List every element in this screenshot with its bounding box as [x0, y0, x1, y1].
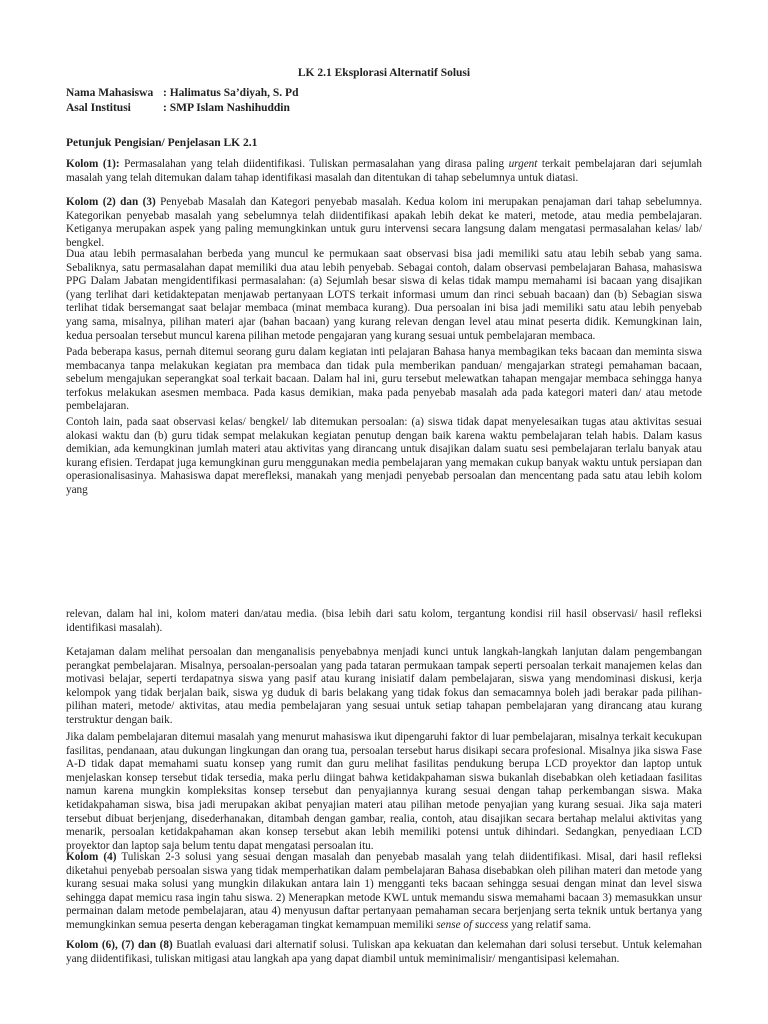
kolom-1-label: Kolom (1):	[66, 158, 120, 170]
instructions-heading: Petunjuk Pengisian/ Penjelasan LK 2.1	[66, 137, 258, 149]
paragraph-examples-1: Dua atau lebih permasalahan berbeda yang muncul ke permukaan saat observasi bisa jadi memiliki satu atau lebih sebab yang sama. Sebaliknya, satu permasalahan dapat memiliki dua atau lebih penyebab. Sebagai contoh, dalam observasi pembelajaran Bahasa, mahasiswa PPG Dalam Jabatan mengidentifikasi permasalahan: (a) Sejumlah besar siswa di kelas tidak mampu memahami isi bacaan yang disajikan (yang terlihat dari ketidaktepatan menjawab pertanyaan LOTS terkait informasi umum dan rinci sebuah bacaan) dan (b) Sebagian siswa terlihat tidak bersemangat saat belajar membaca (minat membaca kurang). Dua persoalan ini bisa jadi memiliki satu atau lebih penyebab yang sama, misalnya, pilihan materi ajar (bahan bacaan) yang kurang relevan dengan level atau minat peserta didik. Kemungkinan lain, kedua persoalan tersebut muncul karena pilihan metode pengajaran yang kurang sesuai untuk pembelajaran membaca.	[66, 248, 702, 342]
paragraph-examples-3: Contoh lain, pada saat observasi kelas/ bengkel/ lab ditemukan persoalan: (a) siswa tidak dapat menyelesaikan tugas atau aktivitas sesuai alokasi waktu dan (b) guru tidak sempat melakukan kegiatan penutup dengan baik karena waktu pembelajaran telah habis. Dalam kasus demikian, ada kemungkinan jumlah materi atau aktivitas yang dirancang untuk disajikan dalam suatu sesi pembelajaran terlalu banyak atau kurang efisien. Terdapat juga kemungkinan guru menggunakan media pembelajaran yang memakan cukup banyak waktu untuk persiapan dan operasionalisasinya. Mahasiswa dapat merefleksi, manakah yang menjadi penyebab persoalan dan mencentang pada satu atau lebih kolom yang	[66, 416, 702, 496]
kolom-4-italic: sense of success	[436, 918, 509, 931]
paragraph-external-factors: Jika dalam pembelajaran ditemui masalah yang menurut mahasiswa ikut dipengaruhi faktor di luar pembelajaran, misalnya terkait kecukupan fasilitas, pendanaan, atau dukungan lingkungan dan orang tua, persoalan tersebut harus disikapi secara profesional. Misalnya jika siswa Fase A-D tidak dapat memahami suatu konsep yang rumit dan guru melihat fasilitas pendukung berupa LCD proyektor dan laptop untuk menjelaskan konsep tersebut tidak tersedia, maka perlu diingat bahwa ketidakpahaman siswa bukanlah disebabkan oleh ketiadaan fasilitas namun karena mungkin kompleksitas konsep tersebut dan penyajiannya kurang sesuai dengan tahap perkembangan siswa. Maka ketidakpahaman siswa, bisa jadi merupakan akibat penyajian materi atau pilihan metode penyajian yang kurang sesuai. Jika saja materi tersebut dibuat berjenjang, disederhanakan, ditambah dengan gambar, realia, contoh, atau disajikan secara bertahap melalui aktivitas yang menarik, persoalan ketidakpahaman akan konsep tersebut akan lebih memiliki potensi untuk dihindari. Sedangkan, penyediaan LCD proyektor dan laptop saja belum tentu dapat mengatasi persoalan itu.	[66, 731, 702, 852]
name-value: : Halimatus Sa’diyah, S. Pd	[163, 87, 299, 99]
paragraph-kolom-6-8	[66, 939, 702, 966]
kolom-6-8-label: Kolom (6), (7) dan (8)	[66, 939, 173, 951]
institution-value: : SMP Islam Nashihuddin	[163, 102, 290, 114]
name-row	[66, 86, 298, 101]
kolom-1-italic: urgent	[508, 158, 538, 170]
name-label: Nama Mahasiswa	[66, 87, 154, 99]
kolom-4-text-b: yang relatif sama.	[508, 918, 592, 931]
kolom-1-text-a: Permasalahan yang telah diidentifikasi. Tuliskan permasalahan yang dirasa paling	[119, 158, 509, 170]
paragraph-examples-3-continued: relevan, dalam hal ini, kolom materi dan/atau media. (bisa lebih dari satu kolom, tergantung kondisi riil hasil observasi/ hasil refleksi identifikasi masalah).	[66, 608, 702, 634]
paragraph-examples-2: Pada beberapa kasus, pernah ditemui seorang guru dalam kegiatan inti pelajaran Bahasa hanya membagikan teks bacaan dan meminta siswa membacanya tanpa melakukan kegiatan pra membaca dan tidak pula memberikan panduan/ mengajarkan strategi pemahaman bacaan, sebelum mengajukan seperangkat soal terkait bacaan. Dalam hal ini, guru tersebut melewatkan tahapan mengajar membaca sehingga hanya terfokus melakukan asesmen membaca. Pada kasus demikian, maka pada penyebab masalah ada pada kategori materi dan/ atau metode pembelajaran.	[66, 346, 702, 413]
document-title: LK 2.1 Eksplorasi Alternatif Solusi	[297, 67, 471, 79]
institution-label: Asal Institusi	[66, 102, 131, 114]
institution-row	[66, 101, 298, 116]
paragraph-kolom-2-3	[66, 196, 702, 250]
kolom-2-3-text: Penyebab Masalah dan Kategori penyebab masalah. Kedua kolom ini merupakan penajaman dari tahap sebelumnya. Kategorikan penyebab masalah yang sebelumnya telah diidentifikasi apakah lebih dekat ke materi, metode, atau media pembelajaran. Ketiganya merupakan aspek yang paling memungkinkan untuk guru intervensi secara langsung dalam mengatasi permasalahan kelas/ lab/ bengkel.	[66, 196, 702, 249]
paragraph-kolom-1	[66, 158, 702, 185]
kolom-4-label: Kolom (4)	[66, 851, 117, 863]
kolom-2-3-label: Kolom (2) dan (3)	[66, 196, 156, 208]
identity-block	[66, 86, 298, 116]
paragraph-analysis: Ketajaman dalam melihat persoalan dan menganalisis penyebabnya menjadi kunci untuk langkah-langkah lanjutan dalam pengembangan perangkat pembelajaran. Misalnya, persoalan-persoalan yang pada tataran permukaan tampak seperti persoalan terkait manajemen kelas dan motivasi belajar, seperti terdapatnya siswa yang pasif atau kurang inisiatif dalam pembelajaran, siswa yang mendominasi diskusi, kerja kelompok yang tidak berjalan baik, siswa yg duduk di baris belakang yang tidak fokus dan semacamnya boleh jadi berakar pada pilihan-pilihan materi, metode/ aktivitas, atau media pembelajaran yang sesuai untuk setiap tahapan pembelajaran yang dirancang atau kurang terstruktur dengan baik.	[66, 646, 702, 726]
paragraph-kolom-4	[66, 851, 702, 933]
kolom-4-text-a: Tuliskan 2-3 solusi yang sesuai dengan masalah dan penyebab masalah yang telah diidentifikasi. Misal, dari hasil refleksi diketahui penyebab persoalan siswa yang tidak memperhatikan dalam pembelajaran Bahasa disebabkan oleh pilihan materi dan metode yang kurang sesuai maka solusi yang mungkin dilakukan antara lain 1) mengganti teks bacaan sehingga sesuai dengan minat dan level siswa sehingga dapat memicu rasa ingin tahu siswa. 2) Menerapkan metode KWL untuk memandu siswa memahami bacaan 3) memasukkan unsur permainan dalam metode pembelajaran, atau 4) menyusun daftar pertanyaan pemahaman secara berjenjang serta teknik untuk bertanya yang memungkinkan semua peserta dengan keberagaman tingkat kemampuan memiliki	[66, 851, 703, 931]
kolom-1-text-b: terkait pembelajaran dari sejumlah masalah yang telah ditemukan dalam tahap identifikasi masalah dan ditentukan di tahap sebelumnya untuk diatasi.	[66, 158, 702, 184]
kolom-6-8-text: Buatlah evaluasi dari alternatif solusi. Tuliskan apa kekuatan dan kelemahan dari solusi tersebut. Untuk kelemahan yang diidentifikasi, tuliskan mitigasi atau langkah apa yang dapat diambil untuk meminimalisir/ mengantisipasi kelemahan.	[66, 939, 702, 965]
